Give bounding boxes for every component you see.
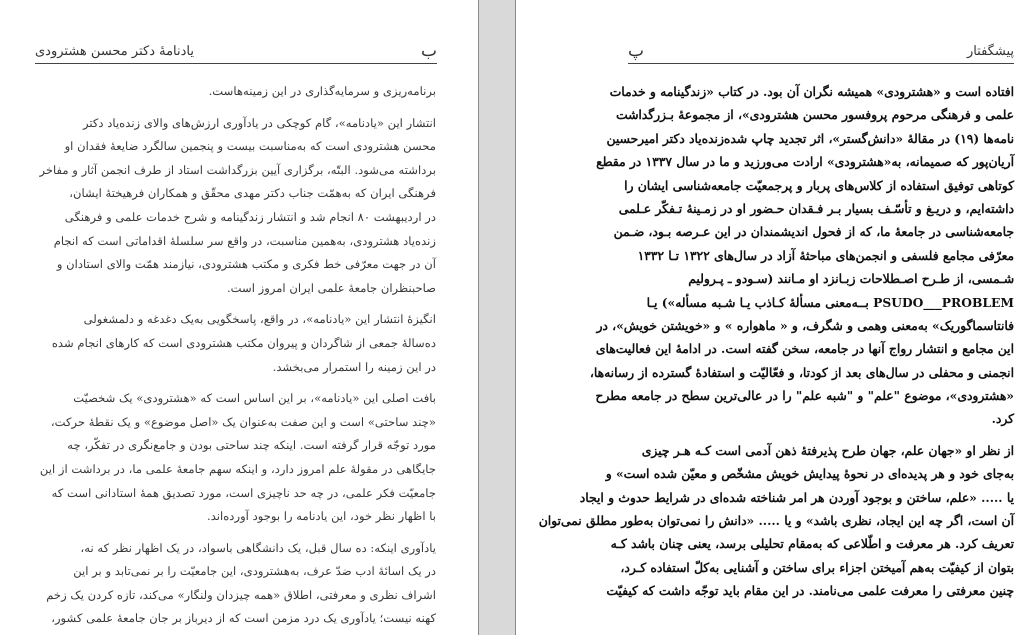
text-line: انگیزهٔ انتشار این «یادنامه»، در واقع، پاسخگویی به‌یک دغدغه و دلمشغولی	[83, 312, 436, 327]
text-line: با اظهار نظر خود، این یادنامه را بوجود آورده‌اند.	[207, 509, 436, 524]
text-line: چنین معرفتی را معرفت علمی می‌نامند. در این مقام باید توجّه داشت که کیفیّت	[606, 583, 1014, 599]
text-line: در یک اسائهٔ ادب ضدّ عرف، به‌هشترودی، این جامعیّت را بر نمی‌تابد و بر این	[73, 564, 436, 579]
text-line: زنده‌یاد هشترودی، به‌همین مناسبت، در واقع سر سلسلهٔ اقداماتی است که انجام	[53, 233, 436, 248]
text-line: محسن هشترودی است که به‌مناسبت بیست و پنجمین سالگرد ضایعهٔ فقدان او	[64, 139, 436, 154]
text-line: PSUDO___PROBLEM بــه‌معنی مسألهٔ کـاذب یـا شـبه مسأله») یـا	[646, 294, 1014, 310]
text-line: فانتاسماگوریک» به‌معنی وهمی و شگرف، و « ماهواره » و «خویشتن خویش»، در	[596, 317, 1014, 333]
text-line: فرهنگی ایران که به‌همّت جناب دکتر مهدی محقّق و همکاران فرهیختهٔ ایشان،	[69, 186, 436, 201]
text-line: انجمنی و محفلی در سال‌های بعد از کودتا، و فعّالیّت و استفادهٔ گسترده از رسانه‌ها،	[589, 364, 1014, 380]
text-line: کوتاهی توفیق استفاده از کلاس‌های پربار و پرجمعیّت جامعه‌شناسی ایشان را	[624, 177, 1014, 193]
text-line: کهنه نیست؛ یادآوری یک درد مزمن است که از دیرباز بر جان جامعهٔ علمی کشور،	[51, 611, 436, 626]
text-line: نامه‌ها (۱۹) در مقالهٔ «دانش‌گستر»، اثر تجدید چاپ شده‌زنده‌یاد دکتر امیرحسین	[606, 130, 1014, 146]
paragraph-gap	[32, 104, 436, 112]
text-line: کرد.	[991, 411, 1014, 427]
text-line: اشراف نظری و معرفتی، اطلاق «همه چیزدان ولنگار» می‌کند، تازه کردن یک زخم	[46, 587, 436, 602]
text-line: یا ..... «علم، ساختن و بوجود آوردن هر امر شناخته شده‌ای در شرایط حدوث و ایجاد	[579, 489, 1014, 505]
page-gutter	[478, 0, 516, 635]
left-page-number: ب	[420, 41, 437, 61]
text-line: بتوان از کیفیّت به‌هم آمیختن اجزاء برای ساختن و آشنایی به‌کلّ استفاده کـرد،	[620, 559, 1014, 575]
text-line: برنامه‌ریزی و سرمایه‌گذاری در این زمینه‌هاست.	[208, 84, 436, 98]
text-line: آن در جهت معرّفی خط فکری و مکتب هشترودی، نیازمند همّت والای استادان و	[56, 257, 436, 272]
text-line: جایگاهی در مقولهٔ علم امروز دارد، و اینکه سهم جامعهٔ علمی ما، در برداشت از این	[39, 461, 436, 476]
text-line: ده‌سالهٔ جمعی از شاگردان و پیروان مکتب هشترودی است که کارهای انجام شده	[51, 335, 436, 350]
left-page-body	[32, 80, 436, 631]
text-line: یادآوری اینکه: ده سال قبل، یک دانشگاهی باسواد، در یک اظهار نظر که نه،	[80, 540, 436, 555]
gutter-edge-left	[478, 0, 479, 635]
text-line: «چند ساحتی» است و این صفت به‌عنوان یک «اصل موضوع» و یک نقطهٔ حرکت،	[50, 414, 436, 429]
right-header-rule	[628, 63, 1014, 64]
text-line: افتاده است و «هشترودی» همیشه نگران آن بود. در کتاب «زندگینامه و خدمات	[609, 84, 1014, 99]
right-book-page	[516, 0, 1024, 635]
paragraph-gap	[32, 379, 436, 387]
right-running-header: پیشگفتار	[966, 44, 1014, 59]
right-page-number: پ	[628, 41, 645, 61]
text-line: معرّفی مجامع فلسفی و انجمن‌های مباحثهٔ آزاد در سال‌های ۱۳۲۲ تـا ۱۳۳۲	[637, 247, 1014, 263]
paragraph-gap	[32, 529, 436, 537]
left-running-header: یادنامهٔ دکتر محسن هشترودی	[35, 44, 194, 59]
text-line: تعریف کرد. هر معرفت و اطّلاعی که به‌مقام تحلیلی برسد، یعنی چنان باشد کـه	[610, 536, 1014, 552]
text-line: علمی و فرهنگی مرحوم پروفسور محسن هشترودی»، از مجموعهٔ بـزرگداشت	[616, 107, 1014, 123]
text-line: در اردیبهشت ۸۰ انجام شد و انتشار زندگینامه و شرح خدمات علمی و فرهنگی	[64, 209, 436, 224]
text-line: انتشار این «یادنامه»، گام کوچکی در یادآوری ارزش‌های والای زنده‌یاد دکتر	[82, 115, 436, 130]
text-line: این مجامع و انتشار رواج آنها در جامعه، سخن گفته است. در ادامهٔ این فعالیت‌های	[595, 341, 1014, 357]
text-line: جامعیّت فکر علمی، در چه حد ناچیزی است، مورد تصدیق همهٔ استادانی است که	[51, 485, 436, 500]
text-line: جامعه‌شناسی در جامعهٔ ما، که از فحول اندیشمندان در این عـرصه بـود، ضـمن	[613, 224, 1014, 240]
text-line: از نظر او «جهان علم، جهان طرح پذیرفتهٔ ذهن آدمی است کـه هـر چیزی	[641, 442, 1014, 458]
paragraph-gap	[32, 300, 436, 308]
text-line: مورد توجّه قرار گرفته است. اینکه چند ساحتی بودن و جامع‌نگری در تفکّر، چه	[67, 438, 436, 453]
paragraph-gap	[628, 431, 1014, 439]
text-line: آن است، اگر چه این ایجاد، نظری باشد» و یا ..... «دانش را نمی‌توان به‌طور مطلق نمی‌توان	[538, 513, 1014, 529]
text-line: شـمسی، از طـرح اصـطلاحات زبـانزد او مـانند (سـودو ـ پـرولیم	[688, 271, 1014, 287]
text-line: صاحبنظران جامعهٔ علمی ایران امروز است.	[226, 280, 436, 295]
right-page-body	[538, 80, 1014, 603]
left-page-header	[35, 34, 437, 60]
text-line: برداشته می‌شود. البتّه، برگزاری آیین بزرگداشت استاد از طرف انجمن آثار و مفاخر	[39, 162, 436, 177]
left-header-rule	[35, 63, 437, 64]
text-line: در این زمینه را استمرار می‌بخشد.	[272, 359, 436, 374]
text-line: «هشترودی»، موضوع "علم" و "شبه علم" را در عالی‌ترین سطح در جامعه مطرح	[595, 388, 1014, 404]
text-line: داشته‌ایم، و دریـغ و تأسّـف بسیار بـر فـقدان حـضور او در زمـینهٔ تـفکّر عـلمی	[618, 200, 1014, 216]
text-line: بافت اصلی این «یادنامه»، بر این اساس است که «هشترودی» یک شخصیّت	[73, 391, 436, 406]
left-book-page	[0, 0, 478, 635]
right-page-header	[628, 34, 1014, 60]
text-line: آریان‌پور که صمیمانه، به«هشترودی» ارادت می‌ورزید و ما در سال ۱۳۳۷ در مقطع	[596, 154, 1014, 170]
text-line: به‌جای خود و هر پدیده‌ای در نحوهٔ پیدایش خویش مشخّص و معیّن شده است» و	[605, 466, 1014, 482]
